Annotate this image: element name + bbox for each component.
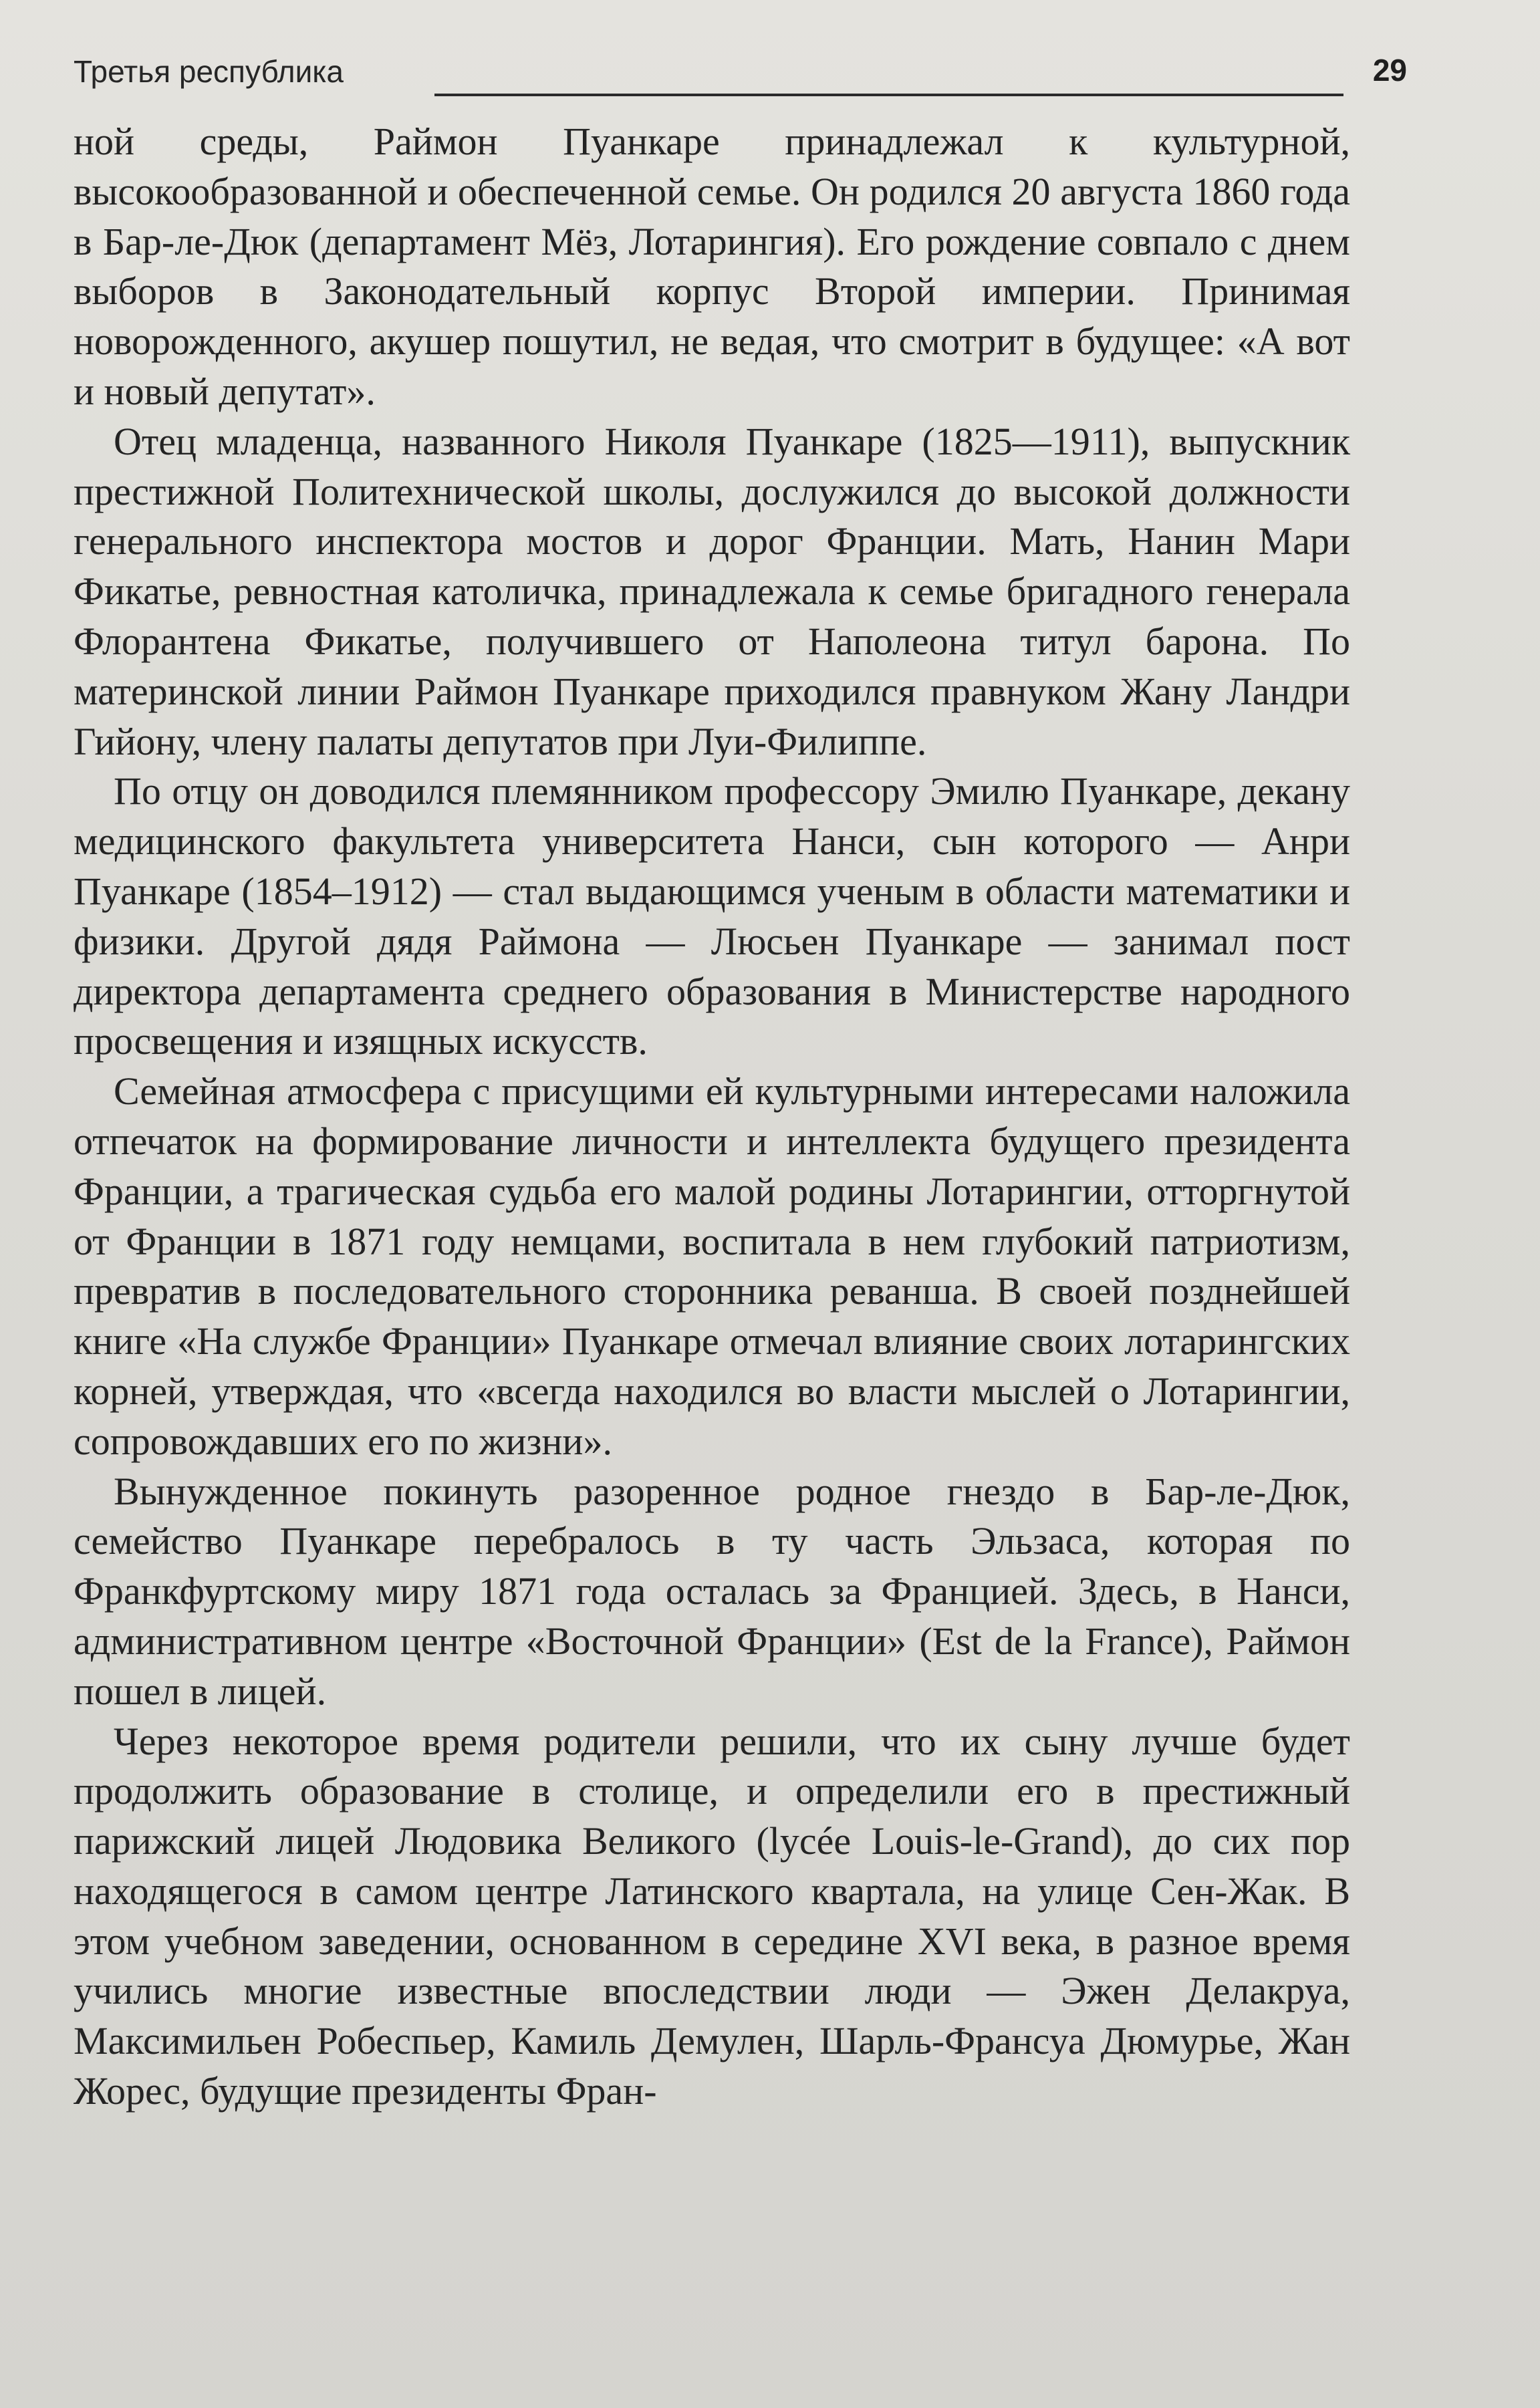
paragraph-4: Семейная атмосфера с присущими ей культурными интересами наложила отпечаток на формирование личности и интеллекта будущего президента Франции, а трагическая судьба его малой родины Лотарингии, отторгнутой от Франции в 1871 году немцами, воспитала в нем глубокий патриотизм, превратив в последовательного сторонника реванша. В своей позднейшей книге «На службе Франции» Пуанкаре отмечал влияние своих лотарингских корней, утверждая, что «всегда находился во власти мыслей о Лотарингии, сопровождавших его по жизни». xyxy=(74,1069,1350,1463)
paragraph-5: Вынужденное покинуть разоренное родное гнездо в Бар-ле-Дюк, семейство Пуанкаре перебралось в ту часть Эльзаса, которая по Франкфуртскому миру 1871 года осталась за Францией. Здесь, в Нанси, административном центре «Восточной Франции» (Est de la France), Раймон пошел в лицей. xyxy=(74,1469,1350,1713)
page-header xyxy=(74,48,1407,102)
paragraph-3: По отцу он доводился племянником профессору Эмилю Пуанкаре, декану медицинского факультета университета Нанси, сын которого — Анри Пуанкаре (1854–1912) — стал выдающимся ученым в области математики и физики. Другой дядя Раймона — Люсьен Пуанкаре — занимал пост директора департамента среднего образования в Министерстве народного просвещения и изящных искусств. xyxy=(74,769,1350,1063)
running-title: Третья республика xyxy=(74,54,344,89)
body-text xyxy=(74,117,1350,2117)
page-number: 29 xyxy=(1372,53,1407,88)
paragraph-6: Через некоторое время родители решили, что их сыну лучше будет продолжить образование в столице, и определили его в престижный парижский лицей Людовика Великого (lycée Louis-le-Grand), до сих пор находящегося в самом центре Латинского квартала, на улице Сен-Жак. В этом учебном заведении, основанном в середине XVI века, в разное время учились многие известные впоследствии люди — Эжен Делакруа, Максимильен Робеспьер, Камиль Демулен, Шарль-Франсуа Дюмурье, Жан Жорес, будущие президенты Фран- xyxy=(74,1719,1350,2113)
paragraph-2: Отец младенца, названного Николя Пуанкаре (1825—1911), выпускник престижной Политехнической школы, дослужился до высокой должности генерального инспектора мостов и дорог Франции. Мать, Нанин Мари Фикатье, ревностная католичка, принадлежала к семье бригадного генерала Флорантена Фикатье, получившего от Наполеона титул барона. По материнской линии Раймон Пуанкаре приходился правнуком Жану Ландри Гийону, члену палаты депутатов при Луи-Филиппе. xyxy=(74,419,1350,763)
paragraph-1: ной среды, Раймон Пуанкаре принадлежал к культурной, высокообразованной и обеспеченной семье. Он родился 20 августа 1860 года в Бар-ле-Дюк (департамент Мёз, Лотарингия). Его рождение совпало с днем выборов в Законодательный корпус Второй империи. Принимая новорожденного, акушер пошутил, не ведая, что смотрит в будущее: «А вот и новый депутат». xyxy=(74,120,1350,413)
header-rule xyxy=(434,94,1343,96)
